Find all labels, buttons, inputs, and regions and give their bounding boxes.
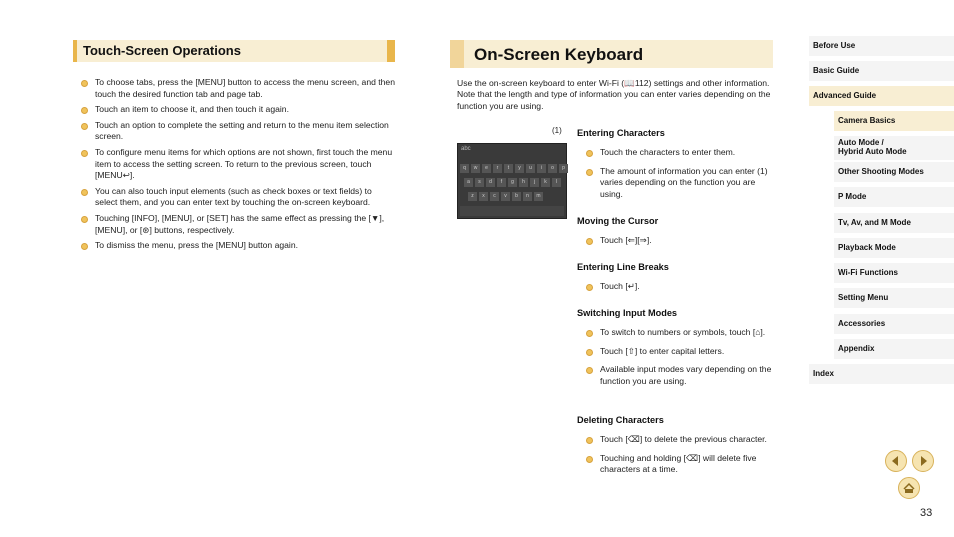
list-item: To choose tabs, press the [MENU] button to access the menu screen, and then touch the desired function tab and page tab. xyxy=(81,77,396,100)
section-list xyxy=(586,281,776,293)
nav-playback-mode[interactable]: Playback Mode xyxy=(834,238,954,258)
section-list xyxy=(586,434,776,476)
keyboard-key: t xyxy=(504,164,513,173)
section-heading: Touch-Screen Operations xyxy=(73,40,395,62)
keyboard-key: j xyxy=(530,178,539,187)
back-button[interactable] xyxy=(898,477,920,499)
list-item: Touching and holding [⌫] will delete five characters at a time. xyxy=(586,453,776,476)
nav-tv-av-m-mode[interactable]: Tv, Av, and M Mode xyxy=(834,213,954,233)
list-item: Touch [↵]. xyxy=(586,281,776,293)
section-list xyxy=(586,327,776,387)
keyboard-key: p xyxy=(559,164,568,173)
keyboard-key: w xyxy=(471,164,480,173)
prev-page-button[interactable] xyxy=(885,450,907,472)
arrow-right-icon xyxy=(913,451,933,471)
arrow-left-icon xyxy=(886,451,906,471)
keyboard-key: h xyxy=(519,178,528,187)
keyboard-key: x xyxy=(479,192,488,201)
nav-index[interactable]: Index xyxy=(809,364,954,384)
nav-before-use[interactable]: Before Use xyxy=(809,36,954,56)
section-heading: Entering Line Breaks xyxy=(577,262,669,272)
list-item: Touch an option to complete the setting and return to the menu item selection screen. xyxy=(81,120,396,143)
keyboard-text-field: abc xyxy=(461,146,471,152)
keyboard-key: g xyxy=(508,178,517,187)
list-item: Touch an item to choose it, and then touch it again. xyxy=(81,104,396,116)
list-item: To switch to numbers or symbols, touch [⌂]. xyxy=(586,327,776,339)
nav-appendix[interactable]: Appendix xyxy=(834,339,954,359)
list-item: The amount of information you can enter (1) varies depending on the function you are using. xyxy=(586,166,776,201)
section-heading: Switching Input Modes xyxy=(577,308,678,318)
nav-advanced-guide[interactable]: Advanced Guide xyxy=(809,86,954,106)
nav-p-mode[interactable]: P Mode xyxy=(834,187,954,207)
section-list xyxy=(586,147,776,200)
list-item: To dismiss the menu, press the [MENU] button again. xyxy=(81,240,396,252)
keyboard-key: z xyxy=(468,192,477,201)
touch-operations-list xyxy=(81,77,396,252)
keyboard-key: f xyxy=(497,178,506,187)
keyboard-key: b xyxy=(512,192,521,201)
keyboard-key: v xyxy=(501,192,510,201)
section-heading: Deleting Characters xyxy=(577,415,664,425)
callout-label: (1) xyxy=(552,126,562,135)
page-number: 33 xyxy=(920,507,933,519)
keyboard-key: a xyxy=(464,178,473,187)
list-item: Touch [⇐][⇒]. xyxy=(586,235,776,247)
keyboard-row xyxy=(464,178,561,187)
keyboard-key: n xyxy=(523,192,532,201)
keyboard-key: i xyxy=(537,164,546,173)
keyboard-key: d xyxy=(486,178,495,187)
page-title: On-Screen Keyboard xyxy=(450,40,773,68)
keyboard-key: k xyxy=(541,178,550,187)
keyboard-row xyxy=(460,164,568,173)
keyboard-bottom-bar xyxy=(460,206,564,216)
keyboard-key: q xyxy=(460,164,469,173)
intro-text: Use the on-screen keyboard to enter Wi-Fi (📖112) settings and other information. Note that the length and type of information you can enter varies depending on the function you are using. xyxy=(457,78,771,111)
keyboard-key: o xyxy=(548,164,557,173)
section-heading: Entering Characters xyxy=(577,128,665,138)
nav-other-shooting-modes[interactable]: Other Shooting Modes xyxy=(834,162,954,182)
list-item: Available input modes vary depending on the function you are using. xyxy=(586,364,776,387)
nav-auto-mode[interactable]: Auto Mode / Hybrid Auto Mode xyxy=(834,136,954,160)
nav-setting-menu[interactable]: Setting Menu xyxy=(834,288,954,308)
list-item: Touch [⌫] to delete the previous character. xyxy=(586,434,776,446)
keyboard-key: u xyxy=(526,164,535,173)
list-item: Touch the characters to enter them. xyxy=(586,147,776,159)
list-item: You can also touch input elements (such as check boxes or text fields) to select them, and you can enter text by touching the on-screen keyboard. xyxy=(81,186,396,209)
list-item: Touching [INFO], [MENU], or [SET] has the same effect as pressing the [▼], [MENU], or [⊛] buttons, respectively. xyxy=(81,213,396,236)
nav-wifi-functions[interactable]: Wi-Fi Functions xyxy=(834,263,954,283)
next-page-button[interactable] xyxy=(912,450,934,472)
keyboard-row xyxy=(468,192,543,201)
keyboard-key: r xyxy=(493,164,502,173)
keyboard-key: s xyxy=(475,178,484,187)
keyboard-key: c xyxy=(490,192,499,201)
section-list xyxy=(586,235,776,247)
return-icon xyxy=(899,478,919,498)
nav-basic-guide[interactable]: Basic Guide xyxy=(809,61,954,81)
keyboard-key: y xyxy=(515,164,524,173)
list-item: Touch [⇧] to enter capital letters. xyxy=(586,346,776,358)
keyboard-key: e xyxy=(482,164,491,173)
nav-camera-basics[interactable]: Camera Basics xyxy=(834,111,954,131)
keyboard-key: l xyxy=(552,178,561,187)
keyboard-illustration xyxy=(457,143,567,219)
nav-accessories[interactable]: Accessories xyxy=(834,314,954,334)
keyboard-key: m xyxy=(534,192,543,201)
list-item: To configure menu items for which options are not shown, first touch the menu item to access the setting screen. To return to the previous screen, touch [MENU↩]. xyxy=(81,147,396,182)
section-heading: Moving the Cursor xyxy=(577,216,659,226)
